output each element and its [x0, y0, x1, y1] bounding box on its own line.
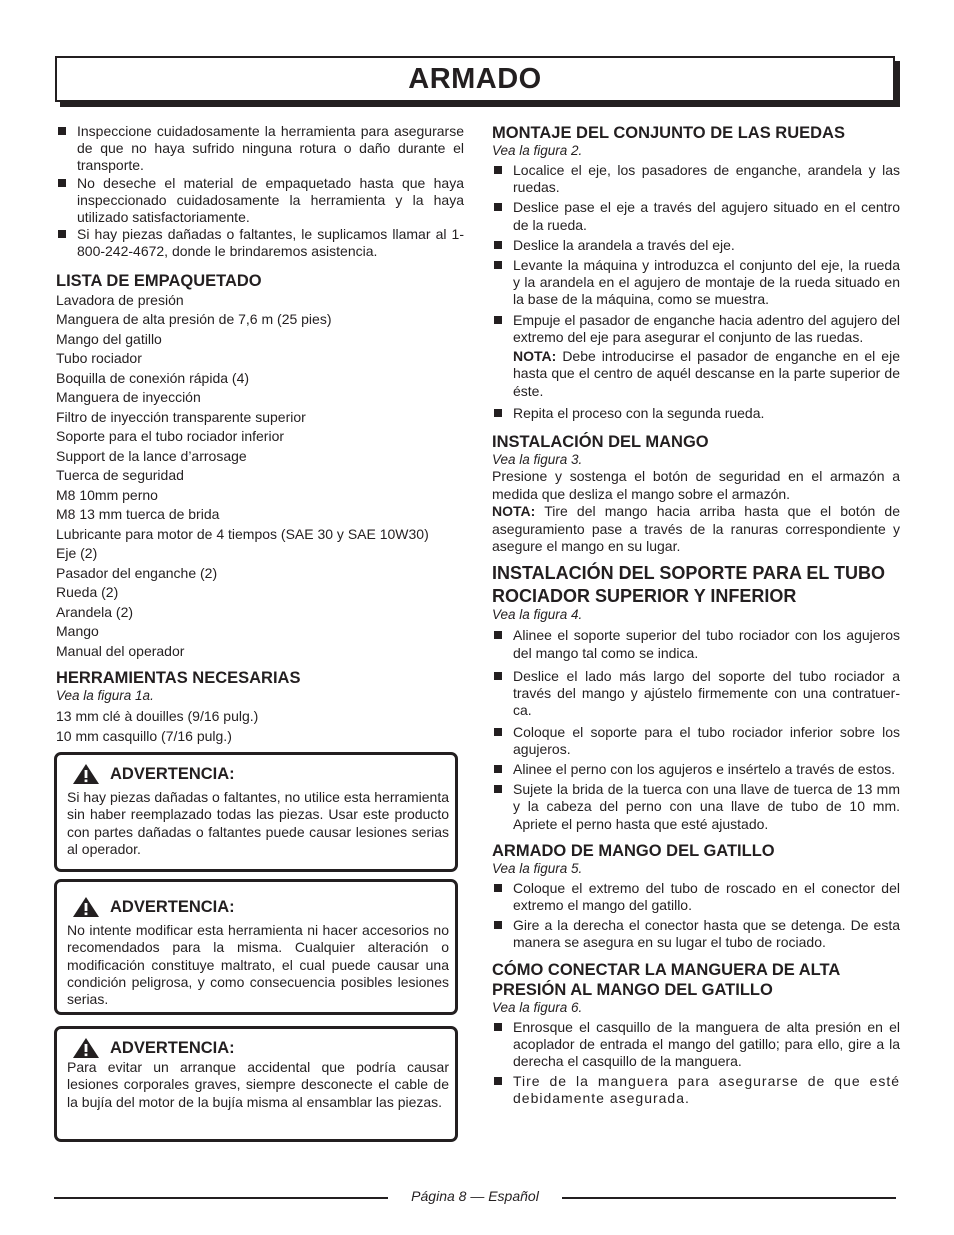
warning-title: ADVERTENCIA: — [110, 764, 235, 783]
list-item: No deseche el material de empaquetado hasta que haya inspeccionado cuidadosamente la herramienta y la haya utilizado satisfactoriamente. — [56, 175, 464, 227]
wheels-steps — [492, 162, 900, 346]
intro-bullet-list — [56, 123, 464, 261]
list-item: Tuerca de seguridad — [56, 467, 184, 484]
list-item: Boquilla de conexión rápida (4) — [56, 369, 250, 386]
tools-heading: HERRAMIENTAS NECESARIAS — [56, 669, 301, 688]
list-item: M8 10mm perno — [56, 486, 158, 503]
list-item: Sujete la brida de la tuerca con una llave de tuerca de 13 mm y la cabeza del perno con una llave de tubo de 10 mm. Apriete el perno hasta que esté ajustado. — [492, 781, 900, 833]
warning-box-1 — [54, 752, 458, 872]
handle-heading: INSTALACIÓN DEL MANGO — [492, 433, 709, 452]
connect-figure-ref: Vea la figura 6. — [492, 999, 583, 1015]
trigger-figure-ref: Vea la figura 5. — [492, 860, 583, 876]
tool-item: 10 mm casquillo (7/16 pulg.) — [56, 727, 232, 744]
page-title-box — [55, 56, 895, 102]
warning-header — [72, 1037, 455, 1059]
list-item: Localice el eje, los pasadores de enganche, arandela y las ruedas. — [492, 162, 900, 196]
list-item: Filtro de inyección transparente superior — [56, 408, 306, 425]
list-item: Arandela (2) — [56, 603, 134, 620]
list-item: Manguera de inyección — [56, 389, 201, 406]
warning-text: Para evitar un arranque accidental que podría causar lesiones corporales graves, siempre desconecte el cable de la bujía del motor de la bujía misma al ensamblar las piezas. — [67, 1059, 449, 1110]
wheels-note — [492, 348, 900, 400]
list-item: Mango del gatillo — [56, 330, 162, 347]
handle-note — [492, 503, 900, 555]
connect-steps — [492, 1019, 900, 1108]
warning-text: No intente modificar esta herramienta ni hacer accesorios no recomendados para la misma. Cualquier alteración o modificación constituye maltrato, el cual puede causar una condición peligrosa, y como consecuencia posibles lesiones serias. — [67, 922, 449, 1008]
note-text: Tire del mango hacia arriba hasta que el botón de aseguramiento pase a través de la ranuras correspondiente y asegure el mango en su lugar. — [492, 503, 900, 555]
note-text: Debe introducirse el pasador de enganche en el eje hasta que el centro de aquél descanse en la parte superior de éste. — [513, 348, 900, 399]
warning-triangle-icon — [72, 1037, 100, 1059]
warning-header — [72, 896, 455, 918]
warning-box-3 — [54, 1026, 458, 1142]
list-item: Tire de la manguera para asegurarse de que esté debidamente asegurada. — [492, 1073, 900, 1107]
list-item: Tubo rociador — [56, 350, 142, 367]
connect-heading: CÓMO CONECTAR LA MANGUERA DE ALTA PRESIÓN AL MANGO DEL GATILLO — [492, 960, 840, 999]
list-item: M8 13 mm tuerca de brida — [56, 506, 220, 523]
note-label: NOTA: — [513, 348, 557, 365]
bracket-steps — [492, 627, 900, 832]
list-item: Enrosque el casquillo de la manguera de alta presión en el acoplador de entrada el mango del gatillo; para ello, gire a la derecha el casquillo de la manguera. — [492, 1019, 900, 1071]
trigger-steps — [492, 880, 900, 952]
note-label: NOTA: — [492, 503, 536, 520]
footer-rule-right — [562, 1197, 896, 1199]
list-item: Soporte para el tubo rociador inferior — [56, 428, 285, 445]
packing-list-heading: LISTA DE EMPAQUETADO — [56, 271, 262, 290]
list-item: Eje (2) — [56, 545, 98, 562]
wheels-heading: MONTAJE DEL CONJUNTO DE LAS RUEDAS — [492, 124, 845, 142]
list-item: Manguera de alta presión de 7,6 m (25 pies) — [56, 311, 332, 328]
warning-title: ADVERTENCIA: — [110, 1038, 235, 1057]
left-column — [56, 123, 464, 746]
warning-title: ADVERTENCIA: — [110, 897, 235, 916]
tool-item: 13 mm clé à douilles (9/16 pulg.) — [56, 708, 259, 725]
warning-box-2 — [54, 879, 458, 1015]
list-item: Coloque el soporte para el tubo rociador inferior sobre los agujeros. — [492, 724, 900, 758]
page-title: ARMADO — [408, 62, 542, 95]
list-item: Rueda (2) — [56, 584, 119, 601]
list-item: Lavadora de presión — [56, 291, 184, 308]
bracket-figure-ref: Vea la figura 4. — [492, 607, 583, 623]
tools-figure-ref: Vea la figura 1a. — [56, 688, 154, 704]
handle-figure-ref: Vea la figura 3. — [492, 452, 583, 468]
trigger-heading: ARMADO DE MANGO DEL GATILLO — [492, 841, 775, 860]
list-item: Si hay piezas dañadas o faltantes, le suplicamos llamar al 1-800-242-4672, donde le brindaremos asistencia. — [56, 226, 464, 260]
list-item: Alinee el soporte superior del tubo rociador con los agujeros del mango tal como se indica. — [492, 627, 900, 661]
list-item: Gire a la derecha el conector hasta que se detenga. De esta manera se asegura en su lugar el tubo de rociado. — [492, 917, 900, 951]
list-item: Deslice pase el eje a través del agujero situado en el centro de la rueda. — [492, 199, 900, 233]
list-item: Inspeccione cuidadosamente la herramienta para asegurarse de que no haya sufrido ninguna rotura o daño durante el transporte. — [56, 123, 464, 175]
list-item: Manual del operador — [56, 642, 185, 659]
list-item: Levante la máquina y introduzca el conjunto del eje, la rueda y la arandela en el agujero de montaje de la rueda situado en la base de la máquina, como se muestra. — [492, 257, 900, 309]
list-item: Lubricante para motor de 4 tiempos (SAE 30 y SAE 10W30) — [56, 525, 429, 542]
page-footer: Página 8 — Español — [411, 1188, 539, 1204]
warning-text: Si hay piezas dañadas o faltantes, no utilice esta herramienta sin haber reemplazado todas las piezas. Usar este producto con partes dañadas o faltantes puede causar lesiones serias al operador. — [67, 789, 449, 857]
list-item: Coloque el extremo del tubo de roscado en el conector del extremo el mango del gatillo. — [492, 880, 900, 914]
packing-list — [56, 291, 464, 662]
wheels-final-step — [492, 405, 900, 422]
list-item: Deslice la arandela a través del eje. — [492, 237, 900, 254]
list-item: Pasador del enganche (2) — [56, 564, 218, 581]
warning-triangle-icon — [72, 896, 100, 918]
list-item: Empuje el pasador de enganche hacia adentro del agujero del extremo del eje para asegurar el conjunto de las ruedas. — [492, 312, 900, 346]
list-item: Mango — [56, 623, 99, 640]
list-item: Support de la lance d’arrosage — [56, 447, 247, 464]
list-item: Repita el proceso con la segunda rueda. — [492, 405, 900, 422]
list-item: Deslice el lado más largo del soporte del tubo rociador a través del mango y ajústelo firmemente con una contratuer-ca. — [492, 668, 900, 720]
warning-header — [72, 763, 455, 785]
right-column — [492, 123, 900, 1108]
list-item: Alinee el perno con los agujeros e insértelo a través de estos. — [492, 761, 900, 778]
footer-rule-left — [54, 1197, 388, 1199]
wheels-figure-ref: Vea la figura 2. — [492, 143, 583, 158]
handle-text: Presione y sostenga el botón de seguridad en el armazón a medida que desliza el mango sobre el armazón. — [492, 468, 900, 502]
warning-triangle-icon — [72, 763, 100, 785]
bracket-heading: INSTALACIÓN DEL SOPORTE PARA EL TUBO ROCIADOR SUPERIOR Y INFERIOR — [492, 563, 886, 606]
